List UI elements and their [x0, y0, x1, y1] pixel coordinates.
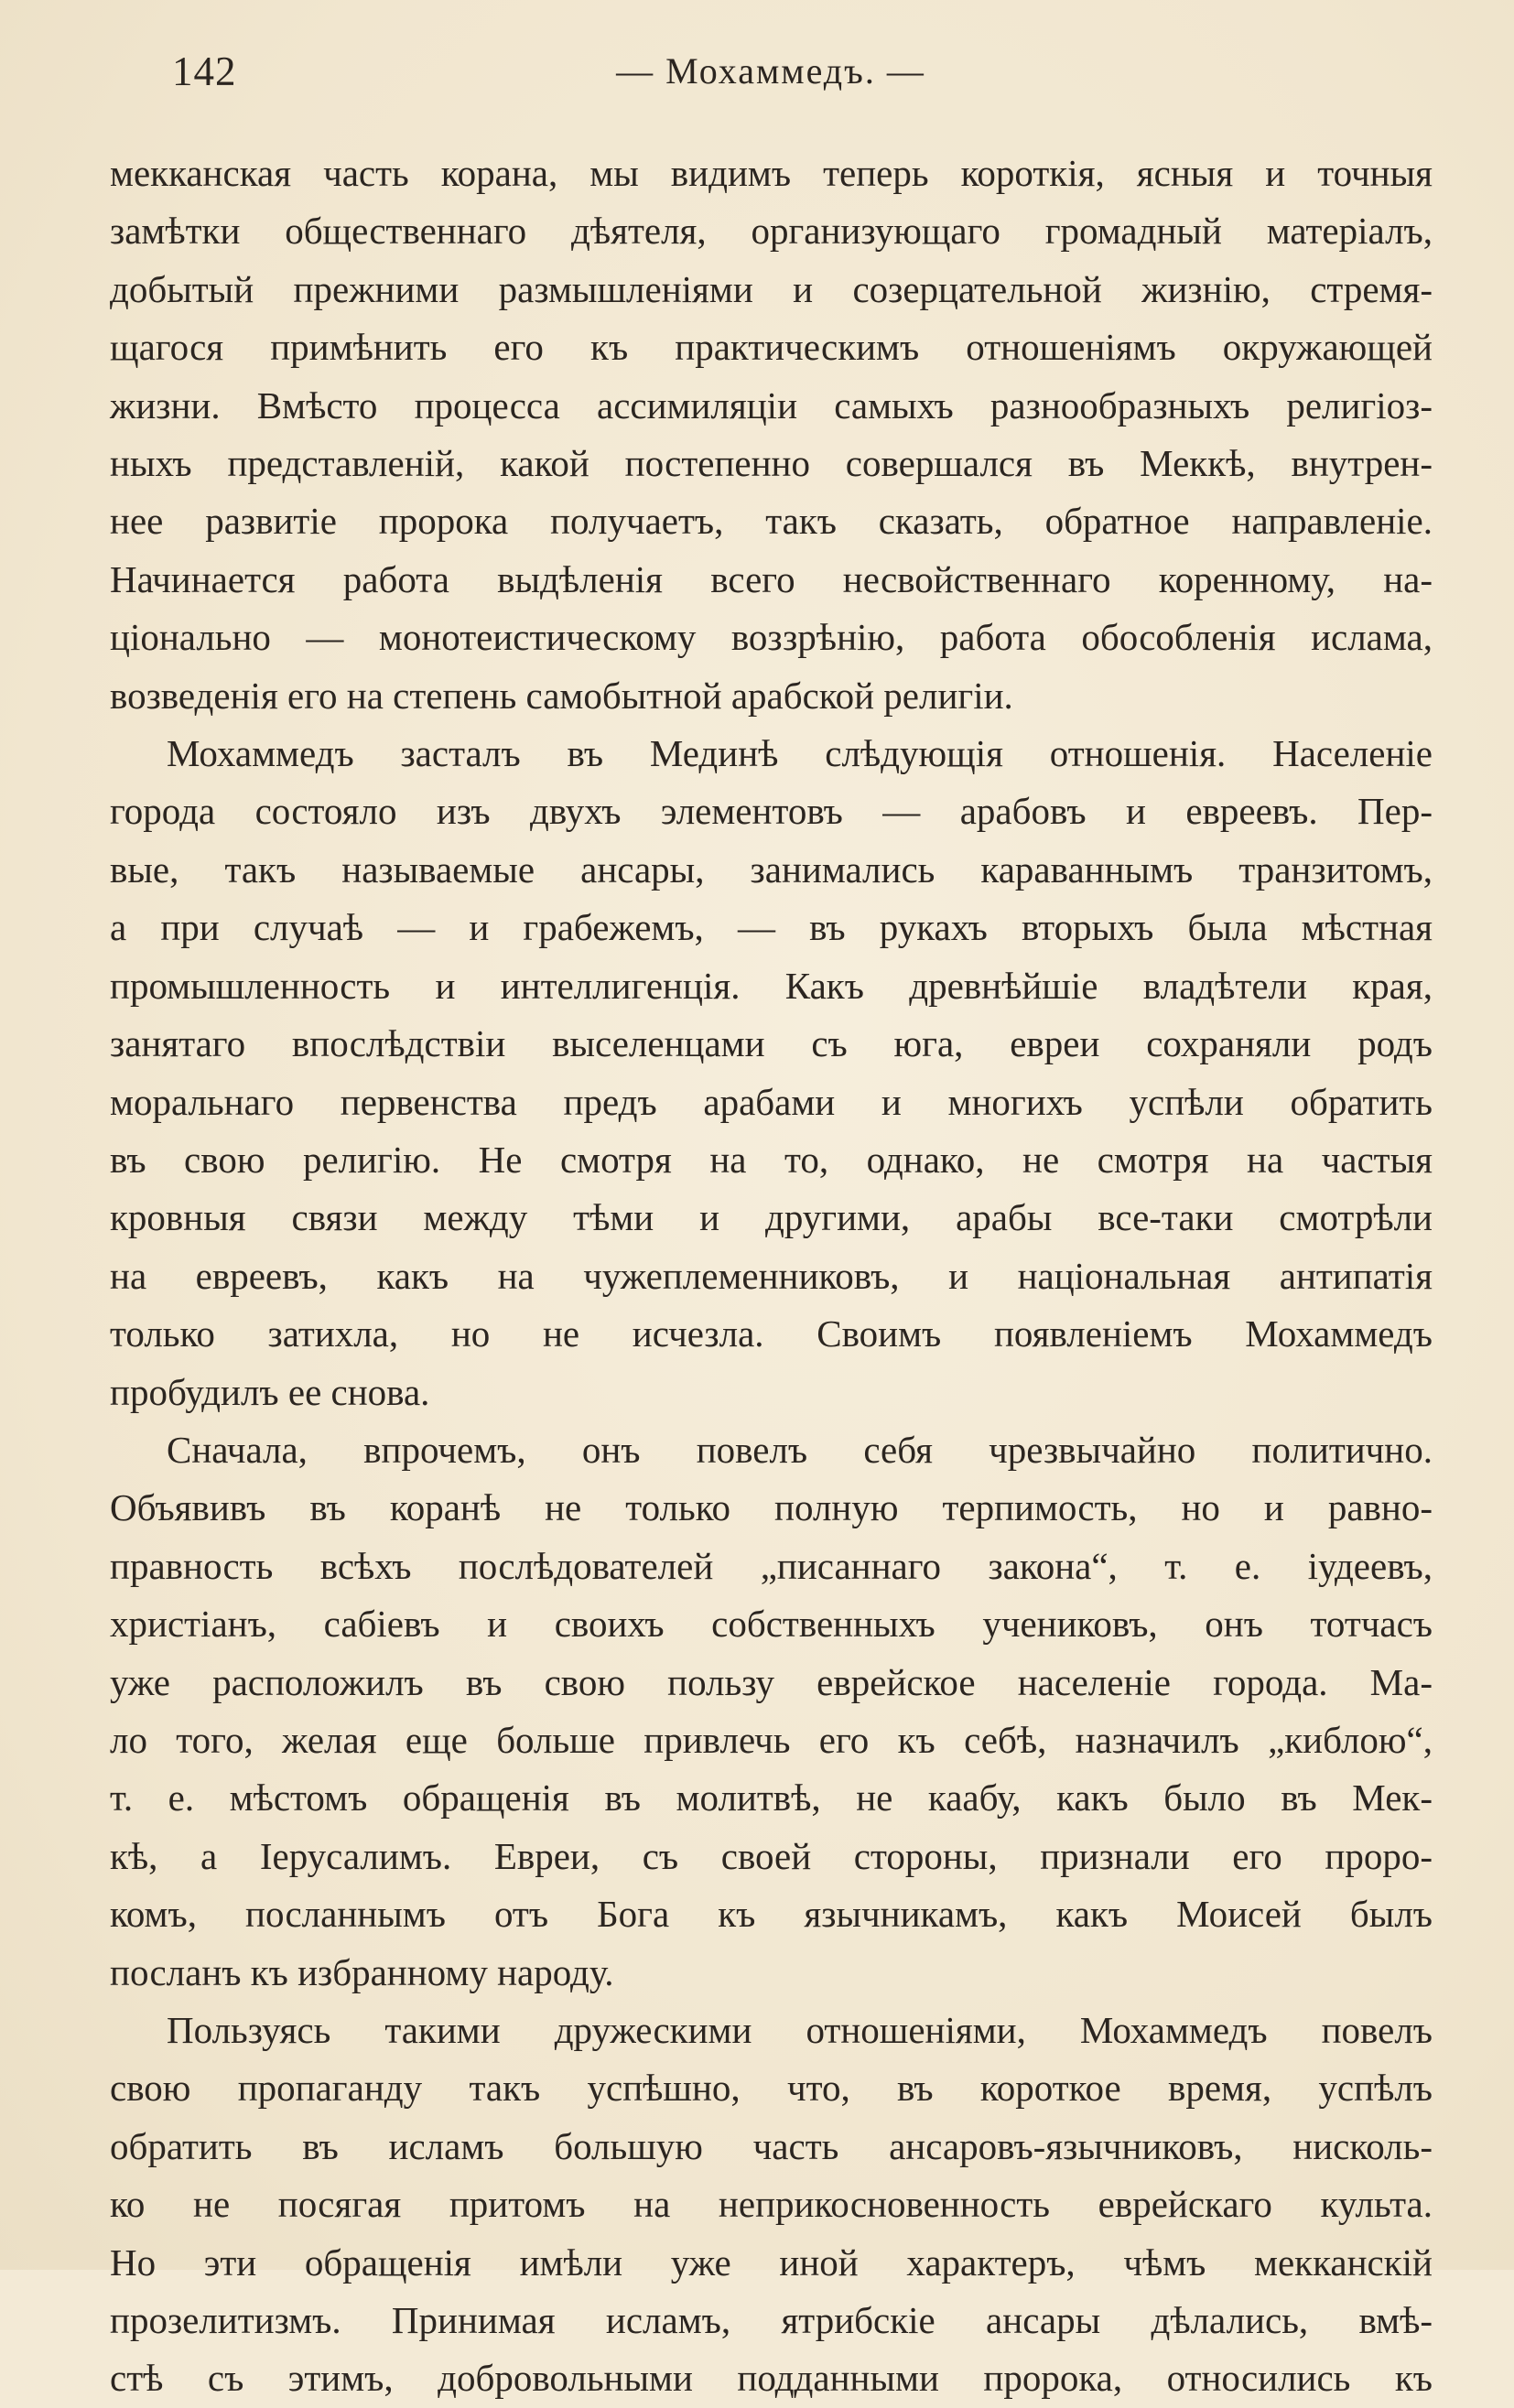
paragraph: [110, 2002, 1433, 2408]
text-line: вые, такъ называемые ансары, занимались караваннымъ транзитомъ,: [110, 848, 1433, 891]
text-line: Пользуясь такими дружескими отношеніями, Мохаммедъ повелъ: [167, 2009, 1433, 2051]
text-line: на евреевъ, какъ на чужеплеменниковъ, и національная антипатія: [110, 1254, 1433, 1297]
text-line: занятаго впослѣдствіи выселенцами съ юга, евреи сохраняли родъ: [110, 1022, 1433, 1065]
text-line: кѣ, а Іерусалимъ. Евреи, съ своей стороны, признали его проро-: [110, 1834, 1433, 1877]
body-text: [110, 145, 1433, 2408]
text-line: только затихла, но не исчезла. Своимъ появленіемъ Мохаммедъ: [110, 1312, 1433, 1355]
text-line: ныхъ представленій, какой постепенно совершался въ Меккѣ, внутрен-: [110, 442, 1433, 485]
text-line: а при случаѣ — и грабежемъ, — въ рукахъ вторыхъ была мѣстная: [110, 906, 1433, 949]
text-line: Но эти обращенія имѣли уже иной характеръ, чѣмъ мекканскій: [110, 2241, 1433, 2284]
text-line: ко не посягая притомъ на неприкосновенность еврейскаго культа.: [110, 2183, 1433, 2226]
paragraph: [110, 725, 1433, 1421]
text-line: свою пропаганду такъ успѣшно, что, въ короткое время, успѣлъ: [110, 2067, 1433, 2110]
text-line: нее развитіе пророка получаетъ, такъ сказать, обратное направленіе.: [110, 500, 1433, 543]
paragraph: [110, 1421, 1433, 2002]
text-line: ло того, желая еще больше привлечь его къ себѣ, назначилъ „киблою“,: [110, 1718, 1433, 1761]
text-line: т. е. мѣстомъ обращенія въ молитвѣ, не каабу, какъ было въ Мек-: [110, 1776, 1433, 1819]
text-line: мекканская часть корана, мы видимъ теперь короткія, ясныя и точныя: [110, 152, 1433, 194]
text-line: щагося примѣнить его къ практическимъ отношеніямъ окружающей: [110, 326, 1433, 369]
text-line: Мохаммедъ засталъ въ Мединѣ слѣдующія отношенія. Населеніе: [167, 732, 1433, 775]
text-line: въ свою религію. Не смотря на то, однако, не смотря на частыя: [110, 1138, 1433, 1181]
text-line: моральнаго первенства предъ арабами и многихъ успѣли обратить: [110, 1080, 1433, 1123]
page-header: [110, 48, 1432, 112]
text-line: кровныя связи между тѣми и другими, арабы все-таки смотрѣли: [110, 1196, 1433, 1239]
text-line: возведенія его на степень самобытной арабской религіи.: [110, 674, 1013, 717]
text-line: стѣ съ этимъ, добровольными подданными пророка, относились къ: [110, 2357, 1433, 2400]
text-line: комъ, посланнымъ отъ Бога къ язычникамъ, какъ Моисей былъ: [110, 1893, 1433, 1936]
page-number: 142: [172, 49, 237, 94]
text-line: города состояло изъ двухъ элементовъ — арабовъ и евреевъ. Пер-: [110, 790, 1433, 833]
running-title: — Мохаммедъ. —: [616, 50, 925, 92]
text-line: Объявивъ въ коранѣ не только полную терпимость, но и равно-: [110, 1486, 1433, 1529]
text-line: пробудилъ ее снова.: [110, 1370, 430, 1413]
paragraph: [110, 145, 1433, 725]
text-line: посланъ къ избранному народу.: [110, 1950, 614, 1993]
text-line: обратить въ исламъ большую часть ансаровъ-язычниковъ, нисколь-: [110, 2124, 1433, 2167]
text-line: правность всѣхъ послѣдователей „писаннаго закона“, т. е. іудеевъ,: [110, 1544, 1433, 1587]
text-line: ціонально — монотеистическому воззрѣнію, работа обособленія ислама,: [110, 616, 1433, 659]
text-line: прозелитизмъ. Принимая исламъ, ятрибскіе ансары дѣлались, вмѣ-: [110, 2299, 1433, 2342]
text-line: Начинается работа выдѣленія всего несвойственнаго коренному, на-: [110, 557, 1433, 600]
text-line: добытый прежними размышленіями и созерцательной жизнію, стремя-: [110, 267, 1433, 310]
text-line: жизни. Вмѣсто процесса ассимиляціи самыхъ разнообразныхъ религіоз-: [110, 383, 1433, 427]
text-line: замѣтки общественнаго дѣятеля, организующаго громадный матеріалъ,: [110, 210, 1433, 253]
text-line: промышленность и интеллигенція. Какъ древнѣйшіе владѣтели края,: [110, 964, 1433, 1007]
text-line: христіанъ, сабіевъ и своихъ собственныхъ учениковъ, онъ тотчасъ: [110, 1603, 1433, 1646]
text-line: уже расположилъ въ свою пользу еврейское населеніе города. Ма-: [110, 1660, 1433, 1703]
text-line: Сначала, впрочемъ, онъ повелъ себя чрезвычайно политично.: [167, 1428, 1433, 1471]
